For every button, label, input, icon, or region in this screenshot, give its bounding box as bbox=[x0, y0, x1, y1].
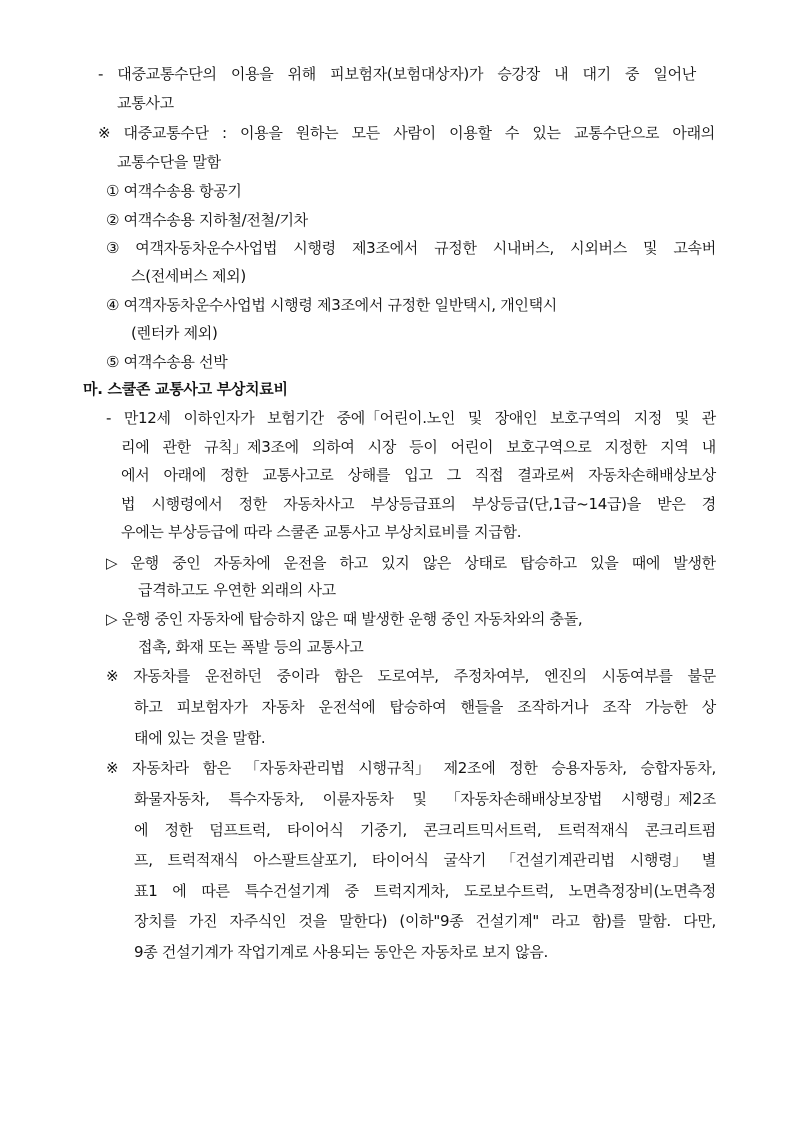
word: ※ bbox=[98, 124, 111, 142]
word: 내 bbox=[701, 438, 716, 456]
word: 경 bbox=[701, 495, 716, 513]
text-line: ① 여객수송용 항공기 bbox=[106, 182, 242, 200]
word: 자동차사고 bbox=[283, 495, 355, 513]
word: 등이 bbox=[409, 438, 438, 456]
word: 직접 bbox=[474, 466, 504, 484]
word: 운전하던 bbox=[204, 667, 262, 685]
word: 및 bbox=[674, 409, 690, 427]
word: 하고 bbox=[339, 554, 368, 572]
word: 상 bbox=[701, 698, 716, 716]
word: 탑승하여 bbox=[389, 698, 447, 716]
word: 중 bbox=[344, 882, 359, 900]
word: - bbox=[106, 409, 112, 427]
word: 시행령」 bbox=[629, 851, 687, 869]
word: 말한다) bbox=[339, 912, 388, 930]
word: 이용을 bbox=[239, 124, 283, 142]
word: 「자동차손해배상보장법 bbox=[445, 790, 603, 808]
text-line bbox=[134, 697, 716, 717]
word: 트럭적재식 bbox=[557, 821, 629, 839]
word: 관한 bbox=[162, 438, 191, 456]
word: 상태로 bbox=[464, 554, 507, 572]
word: 다만, bbox=[683, 912, 716, 930]
word: 교통사고로 bbox=[262, 466, 334, 484]
word: 발생한 bbox=[673, 554, 716, 572]
word: 일어난 bbox=[653, 65, 696, 83]
word: 제3조에서 bbox=[351, 239, 418, 257]
word: 여객자동차운수사업법 bbox=[135, 239, 278, 257]
word: 지역 bbox=[660, 438, 689, 456]
text-line: 9종 건설기계가 작업기계로 사용되는 동안은 자동차로 보지 않음. bbox=[134, 943, 548, 961]
word: 상해를 bbox=[347, 466, 391, 484]
word: 원하는 bbox=[295, 124, 339, 142]
word: 사람이 bbox=[393, 124, 436, 142]
word: 지정 bbox=[633, 409, 663, 427]
word: 시외버스 bbox=[570, 239, 627, 257]
word: - bbox=[98, 65, 104, 83]
text-line bbox=[134, 911, 716, 931]
word: 말함. bbox=[638, 912, 671, 930]
word: 타이어식 bbox=[286, 821, 344, 839]
text-line bbox=[134, 881, 716, 901]
word: 관 bbox=[701, 409, 716, 427]
word: 시장 bbox=[367, 438, 397, 456]
word: 중 bbox=[625, 65, 640, 83]
word: 중에「어린이.노인 bbox=[336, 409, 456, 427]
word: 그 bbox=[446, 466, 461, 484]
text-line: 접촉, 화재 또는 폭발 등의 교통사고 bbox=[138, 638, 364, 656]
word: 「자동차관리법 bbox=[244, 759, 345, 777]
text-line: 우에는 부상등급에 따라 스쿨존 교통사고 부상치료비를 지급함. bbox=[121, 523, 522, 541]
word: 있을 bbox=[590, 554, 619, 572]
text-line: (렌터카 제외) bbox=[131, 324, 218, 342]
word: 자동차손해배상보상 bbox=[588, 466, 716, 484]
word: 승용자동차, bbox=[551, 759, 627, 777]
word: ③ bbox=[106, 239, 120, 257]
word: 에 bbox=[134, 821, 149, 839]
text-line bbox=[106, 553, 716, 573]
word: 이하인자가 bbox=[183, 409, 255, 427]
word: 때에 bbox=[631, 554, 661, 572]
text-line bbox=[106, 238, 716, 258]
word: 정한 bbox=[220, 466, 249, 484]
word: 탑승하고 bbox=[520, 554, 577, 572]
word: 주정차여부, bbox=[453, 667, 530, 685]
word: 중인 bbox=[172, 554, 201, 572]
text-line bbox=[134, 789, 716, 809]
word: 만12세 bbox=[123, 409, 171, 427]
word: ▷ bbox=[106, 554, 118, 572]
word: 고속버 bbox=[673, 239, 716, 257]
word: 의하여 bbox=[311, 438, 355, 456]
word: 조작하거나 bbox=[517, 698, 589, 716]
word: 어린이 bbox=[450, 438, 494, 456]
text-line: 교통수단을 말함 bbox=[117, 153, 221, 171]
text-line: ▷ 운행 중인 자동차에 탑승하지 않은 때 발생한 운행 중인 자동차와의 충돌, bbox=[106, 610, 583, 628]
word: : bbox=[221, 124, 227, 142]
word: 규칙」제3조에 bbox=[203, 438, 299, 456]
word: 대중교통수단의 bbox=[117, 65, 217, 83]
word: 정한 bbox=[509, 759, 538, 777]
word: 하고 bbox=[134, 698, 163, 716]
word: 승합자동차, bbox=[640, 759, 716, 777]
word: 받은 bbox=[657, 495, 686, 513]
word: 콘크리트믹서트럭, bbox=[423, 821, 542, 839]
word: 이륜자동차 bbox=[322, 790, 394, 808]
word: 함)를 bbox=[591, 912, 626, 930]
word: 이용할 bbox=[449, 124, 492, 142]
word: 에서 bbox=[121, 466, 150, 484]
word: 장애인 bbox=[494, 409, 538, 427]
text-line bbox=[106, 408, 716, 428]
word: 피보험자(보험대상자)가 bbox=[330, 65, 484, 83]
word: 화물자동차, bbox=[134, 790, 210, 808]
word: 프, bbox=[134, 851, 153, 869]
word: 교통수단으로 bbox=[574, 124, 660, 142]
word: 운전을 bbox=[283, 554, 327, 572]
word: 조작 bbox=[602, 698, 631, 716]
text-line: ② 여객수송용 지하철/전철/기차 bbox=[106, 211, 308, 229]
word: 시행령」제2조 bbox=[621, 790, 716, 808]
word: 결과로써 bbox=[517, 466, 575, 484]
word: 핸들을 bbox=[460, 698, 504, 716]
word: 자동차에 bbox=[213, 554, 271, 572]
word: 시행령에서 bbox=[151, 495, 223, 513]
word: 타이어식 bbox=[371, 851, 429, 869]
word: 보호구역의 bbox=[550, 409, 621, 427]
word: 시내버스, bbox=[492, 239, 555, 257]
word: 있지 bbox=[381, 554, 410, 572]
word: 자주식인 bbox=[229, 912, 287, 930]
word: 도로여부, bbox=[377, 667, 439, 685]
text-line bbox=[98, 123, 715, 143]
word: 불문 bbox=[687, 667, 716, 685]
word: 이용을 bbox=[230, 65, 274, 83]
word: 가능한 bbox=[645, 698, 688, 716]
word: 건설기계" bbox=[475, 912, 539, 930]
word: 수 bbox=[504, 124, 520, 142]
word: 제2조에 bbox=[443, 759, 496, 777]
word: 기중기, bbox=[359, 821, 408, 839]
word: ※ bbox=[106, 759, 119, 777]
word: 대중교통수단 bbox=[123, 124, 209, 142]
word: 것을 bbox=[298, 912, 327, 930]
text-line bbox=[121, 465, 716, 485]
word: 규정한 bbox=[434, 239, 477, 257]
word: 엔진의 bbox=[544, 667, 587, 685]
word: 모든 bbox=[351, 124, 380, 142]
word: 라고 bbox=[551, 912, 580, 930]
text-line: 급격하고도 우연한 외래의 사고 bbox=[138, 581, 336, 599]
text-line: ④ 여객자동차운수사업법 시행령 제3조에서 규정한 일반택시, 개인택시 bbox=[106, 296, 557, 314]
word: 법 bbox=[121, 495, 136, 513]
section-heading: 마. 스쿨존 교통사고 부상치료비 bbox=[83, 380, 288, 398]
word: 입고 bbox=[404, 466, 433, 484]
word: 중이라 bbox=[276, 667, 320, 685]
word: 위해 bbox=[287, 65, 316, 83]
text-line: 교통사고 bbox=[117, 94, 174, 112]
word: 아래의 bbox=[672, 124, 715, 142]
word: 보험기간 bbox=[267, 409, 324, 427]
word: 운전석에 bbox=[318, 698, 376, 716]
word: 따른 bbox=[201, 882, 230, 900]
word: 가진 bbox=[188, 912, 218, 930]
word: ※ bbox=[106, 667, 119, 685]
word: 콘크리트펌 bbox=[645, 821, 716, 839]
word: 않은 bbox=[422, 554, 452, 572]
text-line bbox=[106, 666, 716, 686]
word: 함은 bbox=[202, 759, 231, 777]
word: 시행령 bbox=[293, 239, 336, 257]
word: 자동차 bbox=[261, 698, 305, 716]
word: 아래에 bbox=[163, 466, 207, 484]
word: 부상등급(단,1급~14급)을 bbox=[471, 495, 641, 513]
word: 도로보수트럭, bbox=[463, 882, 554, 900]
word: 장치를 bbox=[134, 912, 177, 930]
word: 부상등급표의 bbox=[370, 495, 456, 513]
word: 자동차를 bbox=[133, 667, 190, 685]
word: 리에 bbox=[121, 438, 150, 456]
word: 별 bbox=[701, 851, 716, 869]
word: 자동차라 bbox=[132, 759, 189, 777]
word: 시동여부를 bbox=[601, 667, 673, 685]
word: 보호구역으로 bbox=[506, 438, 592, 456]
word: 함은 bbox=[334, 667, 363, 685]
word: 트럭적재식 bbox=[167, 851, 239, 869]
word: 대기 bbox=[582, 65, 611, 83]
word: 지정한 bbox=[604, 438, 648, 456]
word: 및 bbox=[643, 239, 658, 257]
text-line bbox=[98, 64, 696, 84]
word: 내 bbox=[554, 65, 569, 83]
word: 「건설기계관리법 bbox=[500, 851, 615, 869]
word: 및 bbox=[467, 409, 483, 427]
word: 덤프트럭, bbox=[209, 821, 271, 839]
word: 및 bbox=[412, 790, 427, 808]
text-line bbox=[121, 437, 716, 457]
word: 표1 bbox=[134, 882, 158, 900]
text-line bbox=[106, 758, 716, 778]
word: 시행규칙」 bbox=[358, 759, 430, 777]
text-line bbox=[121, 494, 716, 514]
word: 특수건설기계 bbox=[244, 882, 330, 900]
word: 있는 bbox=[532, 124, 561, 142]
text-line: ⑤ 여객수송용 선박 bbox=[106, 353, 228, 371]
word: 에 bbox=[172, 882, 187, 900]
word: 트럭지게차, bbox=[373, 882, 450, 900]
text-line: 스(전세버스 제외) bbox=[131, 267, 246, 285]
word: 굴삭기 bbox=[443, 851, 487, 869]
text-line: 태에 있는 것을 말함. bbox=[134, 729, 266, 747]
word: 운행 bbox=[130, 554, 159, 572]
word: 승강장 bbox=[497, 65, 540, 83]
word: 아스팔트살포기, bbox=[253, 851, 358, 869]
text-line bbox=[134, 820, 716, 840]
word: (이하"9종 bbox=[399, 912, 464, 930]
word: 피보험자가 bbox=[176, 698, 248, 716]
word: 정한 bbox=[238, 495, 268, 513]
word: 노면측정장비(노면측정 bbox=[568, 882, 716, 900]
word: 정한 bbox=[164, 821, 193, 839]
text-line bbox=[134, 850, 716, 870]
word: 특수자동차, bbox=[228, 790, 304, 808]
